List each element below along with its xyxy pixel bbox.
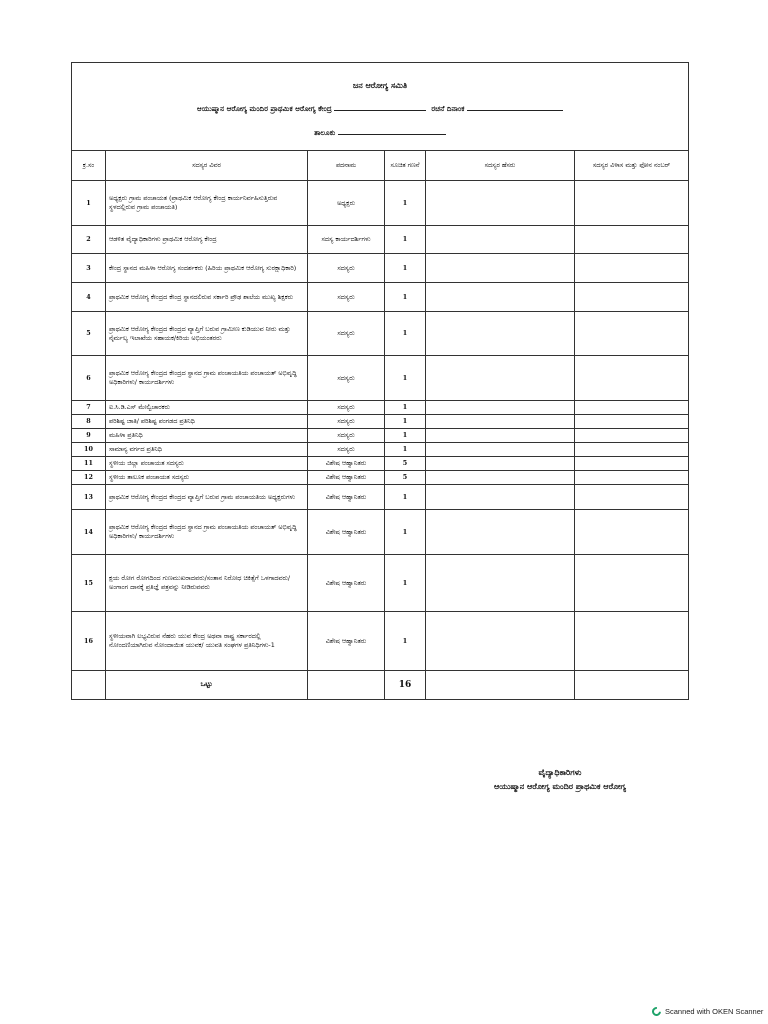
row-member-name-cell <box>426 401 575 415</box>
table-row <box>72 226 689 254</box>
row-designation: ಸದಸ್ಯರು <box>308 356 385 401</box>
center-name-blank <box>334 104 426 111</box>
signature-title: ವೈದ್ಯಾಧಿಕಾರಿಗಳು <box>538 768 582 777</box>
committee-table <box>71 62 689 700</box>
row-suggested-count: 1 <box>385 254 426 283</box>
row-address-phone-cell <box>575 555 689 612</box>
row-member-details: ಅಧ್ಯಕ್ಷರು ಗ್ರಾಮ ಪಂಚಾಯತ (ಪ್ರಾಥಮಿಕ ಆರೋಗ್ಯ ಕೇಂದ್ರ ಕಾರ್ಯನಿರ್ವಹಿಸುತ್ತಿರುವ ಸ್ಥಳದಲ್ಲಿರುವ ಗ್ರಾಮ ಪಂಚಾಯತಿ) <box>106 181 308 226</box>
row-address-phone-cell <box>575 312 689 356</box>
total-blank-cell <box>308 671 385 700</box>
row-address-phone-cell <box>575 226 689 254</box>
row-member-name-cell <box>426 429 575 443</box>
row-address-phone-cell <box>575 356 689 401</box>
column-header-row <box>72 151 689 181</box>
total-label: ಒಟ್ಟು <box>106 671 308 700</box>
center-label: ಆಯುಷ್ಮಾನ ಆರೋಗ್ಯ ಮಂದಿರ ಪ್ರಾಥಮಿಕ ಆರೋಗ್ಯ ಕೇಂದ್ರ <box>197 104 332 114</box>
scanner-watermark <box>652 1007 763 1016</box>
row-member-name-cell <box>426 612 575 671</box>
table-row <box>72 401 689 415</box>
row-number: 13 <box>72 485 106 510</box>
row-suggested-count: 5 <box>385 471 426 485</box>
row-designation: ವಿಶೇಷ ಆಹ್ವಾನಿತರು <box>308 510 385 555</box>
table-row <box>72 471 689 485</box>
row-member-details: ಸ್ಥಳೀಯ ಜಿಲ್ಲಾ ಪಂಚಾಯತ ಸದಸ್ಯರು <box>106 457 308 471</box>
col-suggested-count: ಸೂಚಿತ ಗಣನೆ <box>385 151 426 181</box>
row-designation: ವಿಶೇಷ ಆಹ್ವಾನಿತರು <box>308 612 385 671</box>
total-blank-cell <box>426 671 575 700</box>
col-member-details: ಸದಸ್ಯರ ವಿವರ <box>106 151 308 181</box>
table-row <box>72 555 689 612</box>
row-designation: ಸದಸ್ಯರು <box>308 415 385 429</box>
row-suggested-count: 1 <box>385 181 426 226</box>
signature-office: ಆಯುಷ್ಮಾನ ಆರೋಗ್ಯ ಮಂದಿರ ಪ್ರಾಥಮಿಕ ಆರೋಗ್ಯ <box>494 781 626 791</box>
row-member-details: ಮಹಿಳಾ ಪ್ರತಿನಿಧಿ <box>106 429 308 443</box>
row-number: 8 <box>72 415 106 429</box>
signature-block <box>455 766 665 793</box>
row-designation: ಸದಸ್ಯರು <box>308 283 385 312</box>
row-member-name-cell <box>426 510 575 555</box>
row-number: 5 <box>72 312 106 356</box>
row-member-details: ಕೇಂದ್ರ ಸ್ಥಾನದ ಮಹಿಳಾ ಆರೋಗ್ಯ ಸಂದರ್ಶಕರು (ಹಿರಿಯ ಪ್ರಾಥಮಿಕ ಆರೋಗ್ಯ ಸುರಕ್ಷಾಧಿಕಾರಿ) <box>106 254 308 283</box>
taluk-label: ತಾಲೂಕು <box>314 127 336 137</box>
row-member-name-cell <box>426 226 575 254</box>
row-designation: ವಿಶೇಷ ಆಹ್ವಾನಿತರು <box>308 457 385 471</box>
row-address-phone-cell <box>575 471 689 485</box>
total-count: 16 <box>385 671 426 700</box>
row-designation: ಸದಸ್ಯ ಕಾರ್ಯದರ್ಶಿಗಳು <box>308 226 385 254</box>
table-row <box>72 612 689 671</box>
row-member-details: ಆಡಳಿತ ವೈದ್ಯಾಧಿಕಾರಿಗಳು ಪ್ರಾಥಮಿಕ ಆರೋಗ್ಯ ಕೇಂದ್ರ <box>106 226 308 254</box>
table-row <box>72 415 689 429</box>
col-designation: ಪದನಾಮ <box>308 151 385 181</box>
row-address-phone-cell <box>575 510 689 555</box>
total-blank-cell <box>72 671 106 700</box>
row-designation: ವಿಶೇಷ ಆಹ್ವಾನಿತರು <box>308 471 385 485</box>
row-address-phone-cell <box>575 429 689 443</box>
row-member-name-cell <box>426 312 575 356</box>
row-address-phone-cell <box>575 457 689 471</box>
row-address-phone-cell <box>575 443 689 457</box>
row-member-details: ಐ.ಸಿ.ಡಿ.ಎಸ್ ಮೇಲ್ವಿಚಾರಕರು <box>106 401 308 415</box>
row-member-name-cell <box>426 471 575 485</box>
row-suggested-count: 1 <box>385 510 426 555</box>
row-designation: ಸದಸ್ಯರು <box>308 254 385 283</box>
row-designation: ವಿಶೇಷ ಆಹ್ವಾನಿತರು <box>308 555 385 612</box>
col-address-phone: ಸದಸ್ಯರ ವಿಳಾಸ ಮತ್ತು ಫೋನ ನಂಬರ್ <box>575 151 689 181</box>
col-sl-no: ಕ್ರ.ಸಂ <box>72 151 106 181</box>
date-label: ರಚನೆ ದಿನಾಂಕ <box>431 104 465 114</box>
row-number: 2 <box>72 226 106 254</box>
date-blank <box>467 104 563 111</box>
table-row <box>72 443 689 457</box>
row-suggested-count: 1 <box>385 612 426 671</box>
row-address-phone-cell <box>575 485 689 510</box>
row-number: 16 <box>72 612 106 671</box>
row-suggested-count: 1 <box>385 283 426 312</box>
center-date-line <box>72 104 688 114</box>
row-suggested-count: 1 <box>385 356 426 401</box>
table-row <box>72 283 689 312</box>
col-member-name: ಸದಸ್ಯರ ಹೆಸರು <box>426 151 575 181</box>
row-member-name-cell <box>426 254 575 283</box>
row-designation: ಸದಸ್ಯರು <box>308 443 385 457</box>
row-member-name-cell <box>426 356 575 401</box>
table-row <box>72 510 689 555</box>
row-member-details: ಪ್ರಾಥಮಿಕ ಆರೋಗ್ಯ ಕೇಂದ್ರದ ಕೇಂದ್ರ ಸ್ಥಾನದಲಿರುವ ಸರ್ಕಾರಿ ಪ್ರೌಢ ಶಾಲೆಯ ಮುಖ್ಯ ಶಿಕ್ಷಕರು <box>106 283 308 312</box>
table-row <box>72 356 689 401</box>
row-address-phone-cell <box>575 181 689 226</box>
row-address-phone-cell <box>575 401 689 415</box>
row-member-name-cell <box>426 443 575 457</box>
row-suggested-count: 1 <box>385 555 426 612</box>
row-designation: ಸದಸ್ಯರು <box>308 401 385 415</box>
row-designation: ವಿಶೇಷ ಆಹ್ವಾನಿತರು <box>308 485 385 510</box>
taluk-blank <box>338 128 446 135</box>
row-member-details: ಪ್ರಾಥಮಿಕ ಆರೋಗ್ಯ ಕೇಂದ್ರದ ಕೇಂದ್ರದ ವ್ಯಾಪ್ತಿಗೆ ಬರುವ ಗ್ರಾಮ ಪಂಚಾಯತಿಯ ಅಧ್ಯಕ್ಷರುಗಳು <box>106 485 308 510</box>
row-address-phone-cell <box>575 283 689 312</box>
row-member-name-cell <box>426 555 575 612</box>
row-suggested-count: 1 <box>385 443 426 457</box>
row-member-name-cell <box>426 485 575 510</box>
row-number: 10 <box>72 443 106 457</box>
row-member-name-cell <box>426 415 575 429</box>
form-header <box>72 63 689 151</box>
table-row <box>72 429 689 443</box>
committee-form <box>71 62 688 700</box>
row-member-name-cell <box>426 283 575 312</box>
table-row <box>72 254 689 283</box>
row-address-phone-cell <box>575 612 689 671</box>
row-suggested-count: 1 <box>385 415 426 429</box>
table-row <box>72 312 689 356</box>
row-member-details: ಸ್ಥಳೀಯವಾಗಿ ಲಭ್ಯವಿರುವ ನೆಹರು ಯುವ ಕೇಂದ್ರ ಅಥವಾ ರಾಷ್ಟ್ರ ಸರ್ಕಾರದಲ್ಲಿ ನೋಂದಣಿಯಾಗಿರುವ ನೋಂದಾಯಿತ ಯುವಕ/ ಯುವತಿ ಸಂಘಗಳ ಪ್ರತಿನಿಧಿಗಳು-1 <box>106 612 308 671</box>
row-member-details: ಪ್ರಾಥಮಿಕ ಆರೋಗ್ಯ ಕೇಂದ್ರದ ಕೇಂದ್ರದ ವ್ಯಾಪ್ತಿಗೆ ಬರುವ ಗ್ರಾಮೀಣ ಕುಡಿಯುವ ನೀರು ಮತ್ತು ನೈರ್ಮಲ್ಯ ಇಲಾಖೆಯ ಸಹಾಯಕ/ಕಿರಿಯ ಅಭಿಯಂತರರು <box>106 312 308 356</box>
total-row <box>72 671 689 700</box>
total-blank-cell <box>575 671 689 700</box>
row-member-details: ಕ್ಷಯ ರೋಗ ರೋಗದಿಂದ ಗುಣಮುಖರಾದವರು/ಸಂತಾನ ನಿರೋಧ ಚಿಕಿತ್ಸೆಗೆ ಒಳಗಾದವರು/ಅಂಗಾಂಗ ದಾನಕ್ಕೆ ಪ್ರತಿಜ್ಞೆ ಪತ್ರವನ್ನು ನೀಡಿರುವವರು <box>106 555 308 612</box>
row-number: 14 <box>72 510 106 555</box>
row-number: 15 <box>72 555 106 612</box>
table-row <box>72 457 689 471</box>
row-number: 12 <box>72 471 106 485</box>
table-row <box>72 485 689 510</box>
row-number: 1 <box>72 181 106 226</box>
row-suggested-count: 1 <box>385 485 426 510</box>
row-member-details: ಪ್ರಾಥಮಿಕ ಆರೋಗ್ಯ ಕೇಂದ್ರದ ಕೇಂದ್ರದ ಸ್ಥಾನದ ಗ್ರಾಮ ಪಂಚಾಯತಿಯ ಪಂಚಾಯತ್ ಅಭಿವೃದ್ಧಿ ಅಧಿಕಾರಿಗಳು/ ಕಾರ್ಯದರ್ಶಿಗಳು <box>106 510 308 555</box>
row-address-phone-cell <box>575 254 689 283</box>
row-member-name-cell <box>426 457 575 471</box>
row-suggested-count: 1 <box>385 429 426 443</box>
form-title: ಜನ ಆರೋಗ್ಯ ಸಮಿತಿ <box>352 81 408 91</box>
row-designation: ಅಧ್ಯಕ್ಷರು <box>308 181 385 226</box>
row-address-phone-cell <box>575 415 689 429</box>
row-number: 4 <box>72 283 106 312</box>
taluk-line <box>72 128 688 138</box>
header-row <box>72 63 689 151</box>
row-designation: ಸದಸ್ಯರು <box>308 312 385 356</box>
row-suggested-count: 5 <box>385 457 426 471</box>
row-member-details: ಪರಿಶಿಷ್ಟ ಜಾತಿ/ ಪರಿಶಿಷ್ಟ ಪಂಗಡದ ಪ್ರತಿನಿಧಿ <box>106 415 308 429</box>
row-suggested-count: 1 <box>385 226 426 254</box>
row-number: 6 <box>72 356 106 401</box>
scanner-logo-icon <box>650 1005 663 1018</box>
row-number: 3 <box>72 254 106 283</box>
table-row <box>72 181 689 226</box>
row-suggested-count: 1 <box>385 312 426 356</box>
row-number: 9 <box>72 429 106 443</box>
row-member-name-cell <box>426 181 575 226</box>
row-member-details: ಸ್ಥಳೀಯ ತಾಲೂಕ ಪಂಚಾಯತ ಸದಸ್ಯರು <box>106 471 308 485</box>
row-member-details: ಪ್ರಾಥಮಿಕ ಆರೋಗ್ಯ ಕೇಂದ್ರದ ಕೇಂದ್ರದ ಸ್ಥಾನದ ಗ್ರಾಮ ಪಂಚಾಯತಿಯ ಪಂಚಾಯತ್ ಅಭಿವೃದ್ಧಿ ಅಧಿಕಾರಿಗಳು/ ಕಾರ್ಯದರ್ಶಿಗಳು <box>106 356 308 401</box>
row-member-details: ಸಾಮಾನ್ಯ ವರ್ಗದ ಪ್ರತಿನಿಧಿ <box>106 443 308 457</box>
row-number: 11 <box>72 457 106 471</box>
row-number: 7 <box>72 401 106 415</box>
row-designation: ಸದಸ್ಯರು <box>308 429 385 443</box>
row-suggested-count: 1 <box>385 401 426 415</box>
scanner-text: Scanned with OKEN Scanner <box>665 1007 764 1016</box>
